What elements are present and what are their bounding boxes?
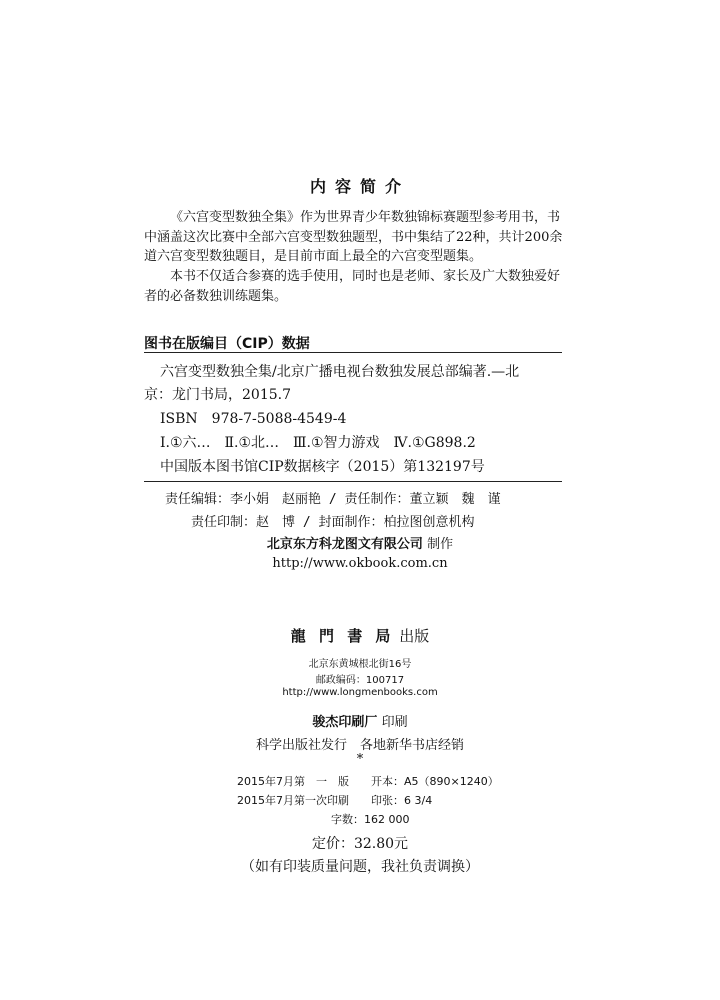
summary-heading: 内容简介 <box>309 177 410 196</box>
cip-isbn: ISBN 978-7-5088-4549-4 <box>160 411 347 427</box>
cip-line-1: 六宫变型数独全集/北京广播电视台数独发展总部编著.—北 <box>160 364 520 380</box>
cip-line-2: 京：龙门书局，2015.7 <box>144 387 291 403</box>
printer-line <box>0 711 720 730</box>
producer-name: 北京东方科龙图文有限公司 <box>266 537 423 552</box>
producer-website: http://www.okbook.com.cn <box>272 556 448 571</box>
cip-bottom-rule <box>144 481 562 482</box>
printer-suffix: 印刷 <box>381 715 408 730</box>
cip-top-rule <box>144 352 562 353</box>
cip-record-number: 中国版本图书馆CIP数据核字（2015）第132197号 <box>160 459 485 475</box>
cip-heading: 图书在版编目（CIP）数据 <box>144 336 310 352</box>
publisher-name: 龍 門 書 局 <box>290 627 395 645</box>
publisher-suffix: 出版 <box>399 627 430 645</box>
producer-suffix: 制作 <box>427 537 454 552</box>
credits-printing-cover: 责任印制：赵 博 / 封面制作：柏拉图创意机构 <box>191 515 475 530</box>
publisher-website: http://www.longmenbooks.com <box>282 687 438 698</box>
cip-classification: Ⅰ.①六… Ⅱ.①北… Ⅲ.①智力游戏 Ⅳ.①G898.2 <box>160 435 476 451</box>
printer-name: 骏杰印刷厂 <box>312 715 378 730</box>
word-count: 字数：162 000 <box>331 813 410 826</box>
summary-paragraph-1: 《六宫变型数独全集》作为世界青少年数独锦标赛题型参考用书，书中涵盖这次比赛中全部六宫变型数独题型，书中集结了22种，共计200余道六宫变型数独题目，是目前市面上最全的六宫变型题集。 <box>144 210 563 264</box>
publisher-line <box>0 625 720 646</box>
producer-line <box>0 533 720 552</box>
price-note: （如有印装质量问题，我社负责调换） <box>241 859 479 875</box>
publisher-postcode: 邮政编码：100717 <box>315 675 405 686</box>
edition-line: 2015年7月第 一 版 开本：A5（890×1240） <box>237 775 499 788</box>
price-label: 定价：32.80元 <box>311 836 409 852</box>
printing-line: 2015年7月第一次印刷 印张：6 3/4 <box>237 794 433 807</box>
separator-star: * <box>356 752 364 767</box>
publisher-address: 北京东黄城根北街16号 <box>308 659 412 670</box>
distribution-line: 科学出版社发行 各地新华书店经销 <box>255 738 464 753</box>
summary-paragraph-2: 本书不仅适合参赛的选手使用，同时也是老师、家长及广大数独爱好者的必备数独训练题集。 <box>144 269 561 304</box>
credits-editors: 责任编辑：李小娟 赵丽艳 / 责任制作：董立颖 魏 谨 <box>165 492 501 507</box>
